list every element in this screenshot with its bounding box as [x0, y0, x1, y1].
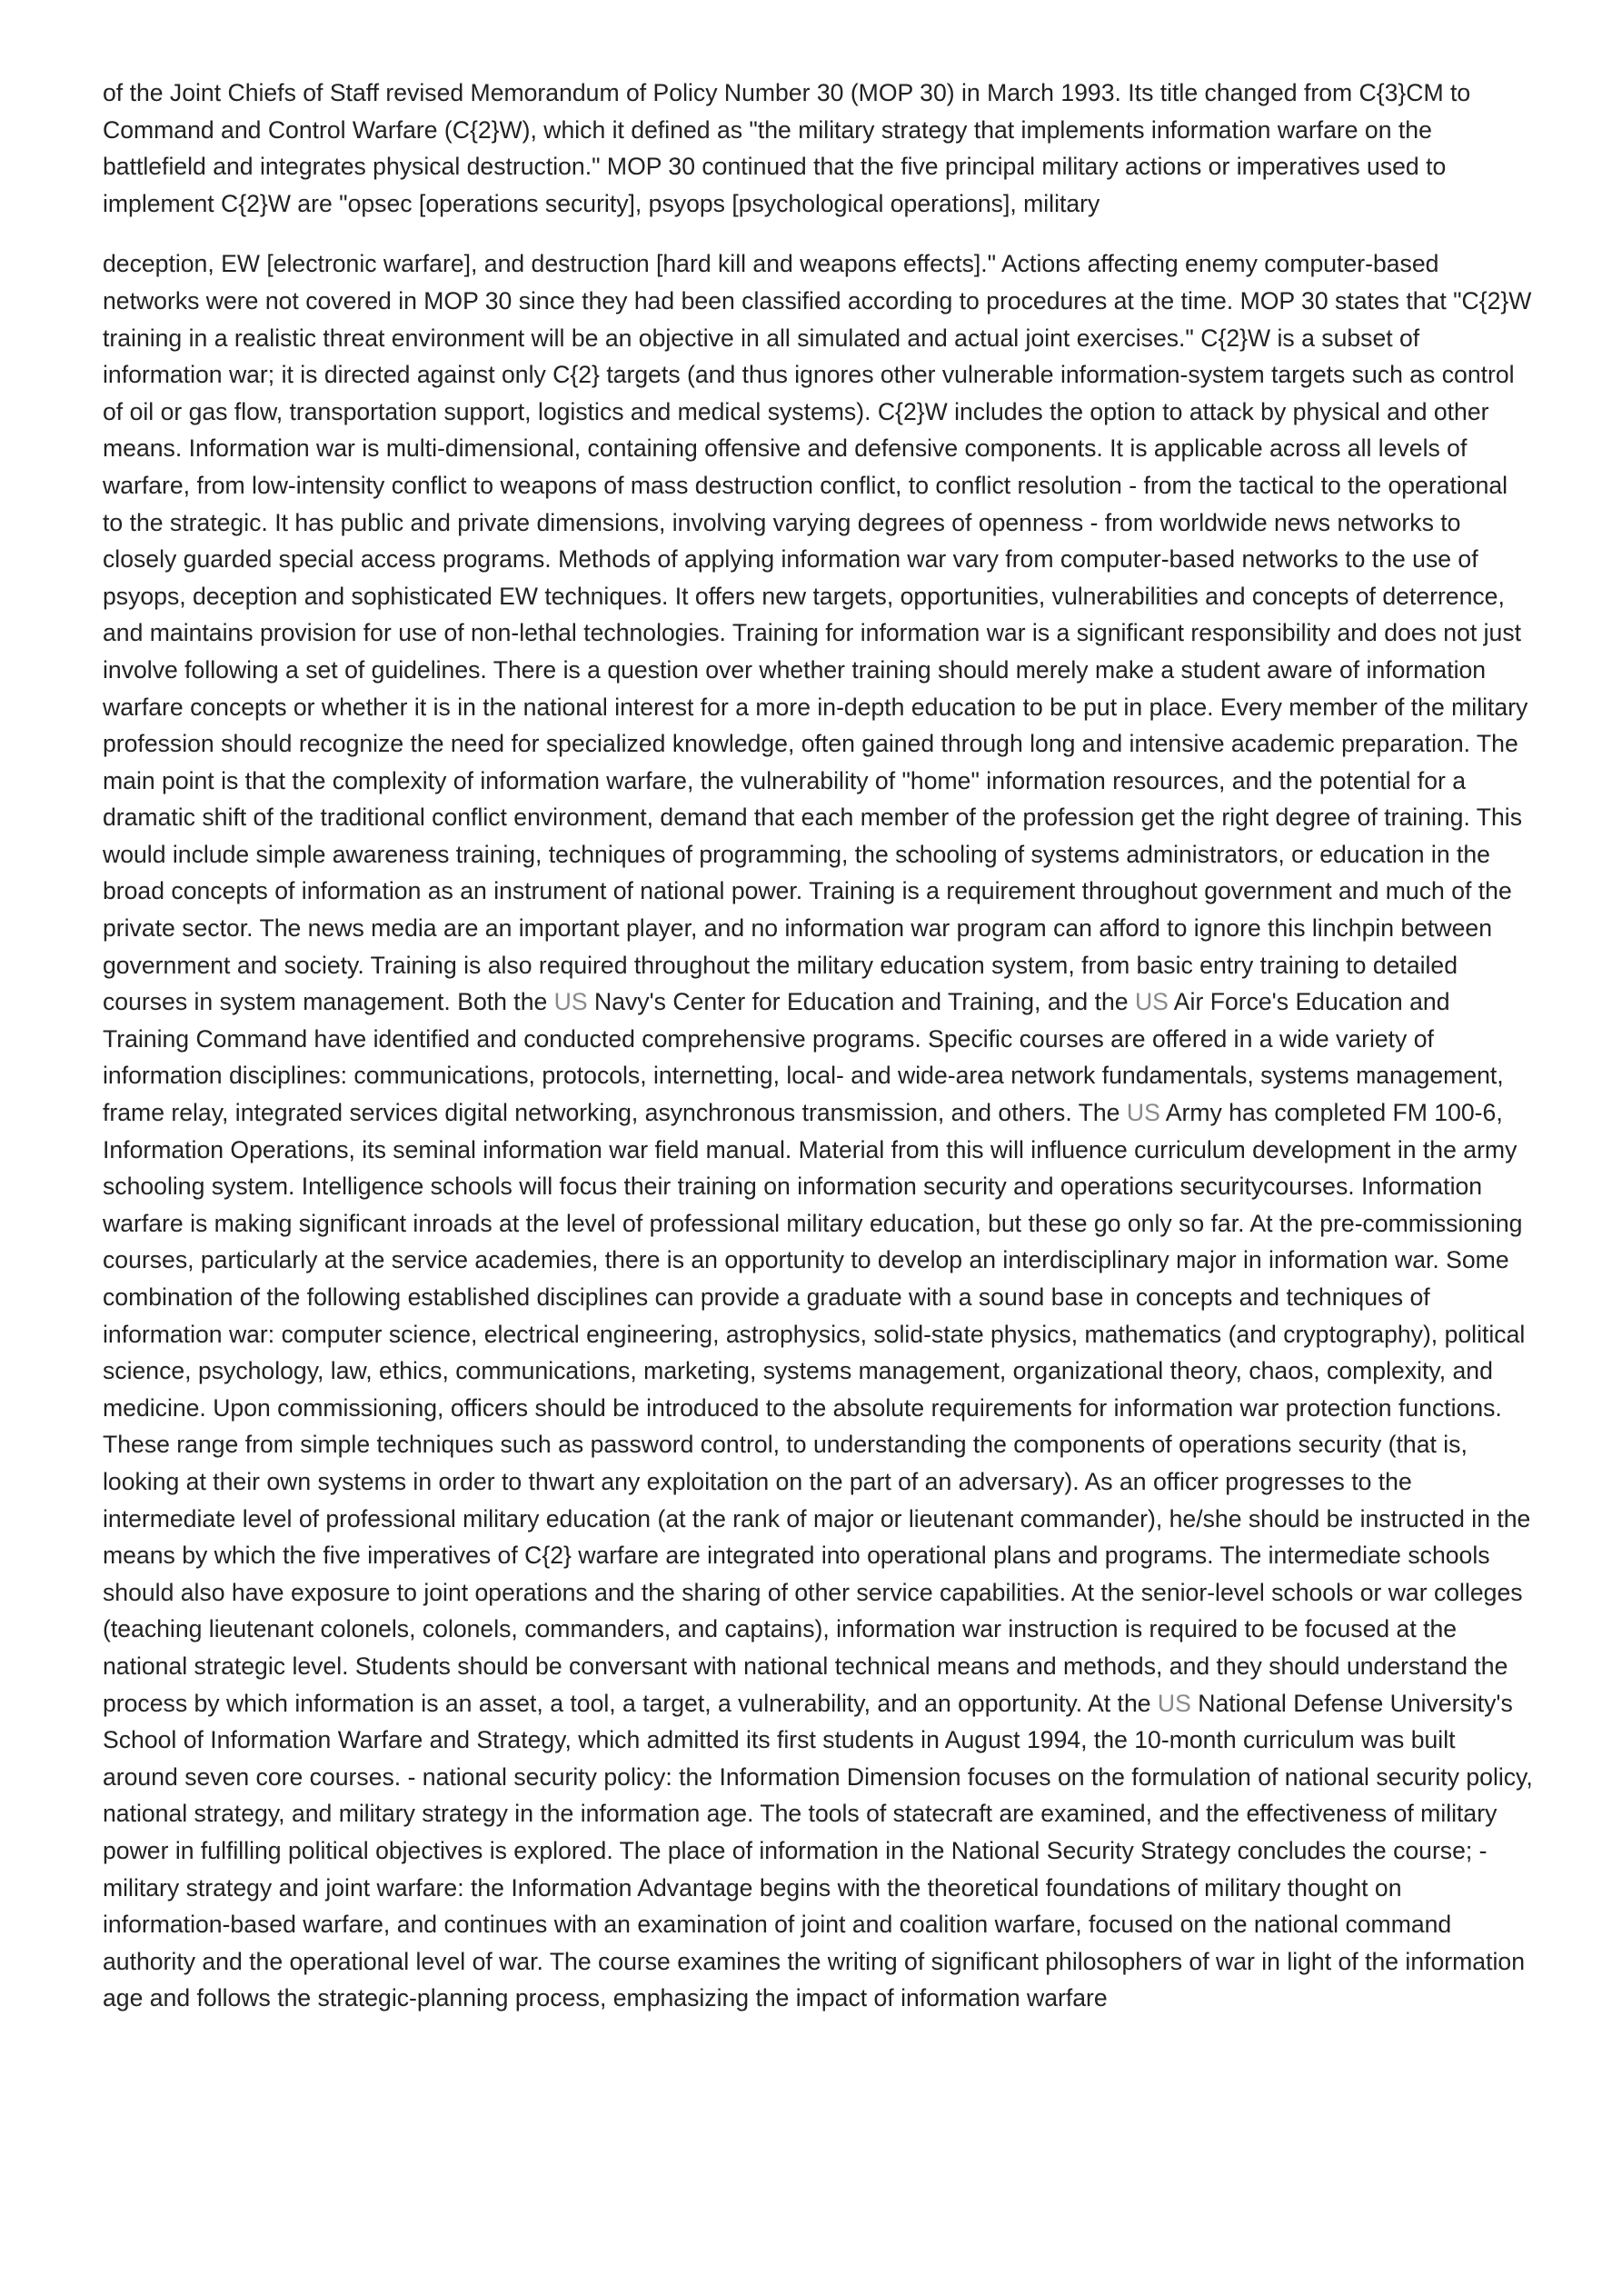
text-run: Air Force's Education and Training Command have identified and conducted comprehensive programs. Specific courses are offered in a wide variety of information disciplines: communications, protocols, internetting, local- and wide-area network fundamentals, systems management, frame relay, integrated services digital networking, asynchronous transmission, and others. The — [103, 988, 1504, 1127]
paragraph-2 — [103, 245, 1534, 2017]
us-link[interactable]: US — [1126, 1099, 1160, 1127]
us-link[interactable]: US — [1157, 1689, 1191, 1717]
paragraph-1 — [103, 75, 1534, 222]
us-link[interactable]: US — [553, 988, 588, 1016]
text-run: deception, EW [electronic warfare], and destruction [hard kill and weapons effects]." Actions affecting enemy computer-based networks were not covered in MOP 30 since they had been classified according to procedures at the time. MOP 30 states that "C{2}W training in a realistic threat environment will be an objective in all simulated and actual joint exercises." C{2}W is a subset of information war; it is directed against only C{2} targets (and thus ignores other vulnerable information-system targets such as control of oil or gas flow, transportation support, logistics and medical systems). C{2}W includes the option to attack by physical and other means. Information war is multi-dimensional, containing offensive and defensive components. It is applicable across all levels of warfare, from low-intensity conflict to weapons of mass destruction conflict, to conflict resolution - from the tactical to the operational to the strategic. It has public and private dimensions, involving varying degrees of openness - from worldwide news networks to closely guarded special access programs. Methods of applying information war vary from computer-based networks to the use of psyops, deception and sophisticated EW techniques. It offers new targets, opportunities, vulnerabilities and concepts of deterrence, and maintains provision for use of non-lethal technologies. Training for information war is a significant responsibility and does not just involve following a set of guidelines. There is a question over whether training should merely make a student aware of information warfare concepts or whether it is in the national interest for a more in-depth education to be put in place. Every member of the military profession should recognize the need for specialized knowledge, often gained through long and intensive academic preparation. The main point is that the complexity of information warfare, the vulnerability of "home" information resources, and the potential for a dramatic shift of the traditional conflict environment, demand that each member of the profession get the right degree of training. This would include simple awareness training, techniques of programming, the schooling of systems administrators, or education in the broad concepts of information as an instrument of national power. Training is a requirement throughout government and much of the private sector. The news media are an important player, and no information war program can afford to ignore this linchpin between government and society. Training is also required throughout the military education system, from basic entry training to detailed courses in system management. Both the — [103, 250, 1532, 1016]
us-link[interactable]: US — [1134, 988, 1169, 1016]
text-run: Army has completed FM 100-6, Information Operations, its seminal information war field manual. Material from this will influence curriculum development in the army schooling system. Intelligence schools will focus their training on information security and operations securitycourses. Information warfare is making significant inroads at the level of professional military education, but these go only so far. At the pre-commissioning courses, particularly at the service academies, there is an opportunity to develop an interdisciplinary major in information war. Some combination of the following established disciplines can provide a graduate with a sound base in concepts and techniques of information war: computer science, electrical engineering, astrophysics, solid-state physics, mathematics (and cryptography), political science, psychology, law, ethics, communications, marketing, systems management, organizational theory, chaos, complexity, and medicine. Upon commissioning, officers should be introduced to the absolute requirements for information war protection functions. These range from simple techniques such as password control, to understanding the components of operations security (that is, looking at their own systems in order to thwart any exploitation on the part of an adversary). As an officer progresses to the intermediate level of professional military education (at the rank of major or lieutenant commander), he/she should be instructed in the means by which the five imperatives of C{2} warfare are integrated into operational plans and programs. The intermediate schools should also have exposure to joint operations and the sharing of other service capabilities. At the senior-level schools or war colleges (teaching lieutenant colonels, colonels, commanders, and captains), information war instruction is required to be focused at the national strategic level. Students should be conversant with national technical means and methods, and they should understand the process by which information is an asset, a tool, a target, a vulnerability, and an opportunity. At the — [103, 1099, 1531, 1717]
text-run: National Defense University's School of Information Warfare and Strategy, which admitted its first students in August 1994, the 10-month curriculum was built around seven core courses. - national security policy: the Information Dimension focuses on the formulation of national security policy, national strategy, and military strategy in the information age. The tools of statecraft are examined, and the effectiveness of military power in fulfilling political objectives is explored. The place of information in the National Security Strategy concludes the course; - military strategy and joint warfare: the Information Advantage begins with the theoretical foundations of military thought on information-based warfare, and continues with an examination of joint and coalition warfare, focused on the national command authority and the operational level of war. The course examines the writing of significant philosophers of war in light of the information age and follows the strategic-planning process, emphasizing the impact of information warfare — [103, 1689, 1533, 2012]
text-run: of the Joint Chiefs of Staff revised Memorandum of Policy Number 30 (MOP 30) in March 1993. Its title changed from C{3}CM to Command and Control Warfare (C{2}W), which it defined as "the military strategy that implements information warfare on the battlefield and integrates physical destruction." MOP 30 continued that the five principal military actions or imperatives used to implement C{2}W are "opsec [operations security], psyops [psychological operations], military — [103, 79, 1471, 217]
text-run: Navy's Center for Education and Training, and the — [587, 988, 1135, 1016]
document-page — [103, 75, 1534, 2017]
